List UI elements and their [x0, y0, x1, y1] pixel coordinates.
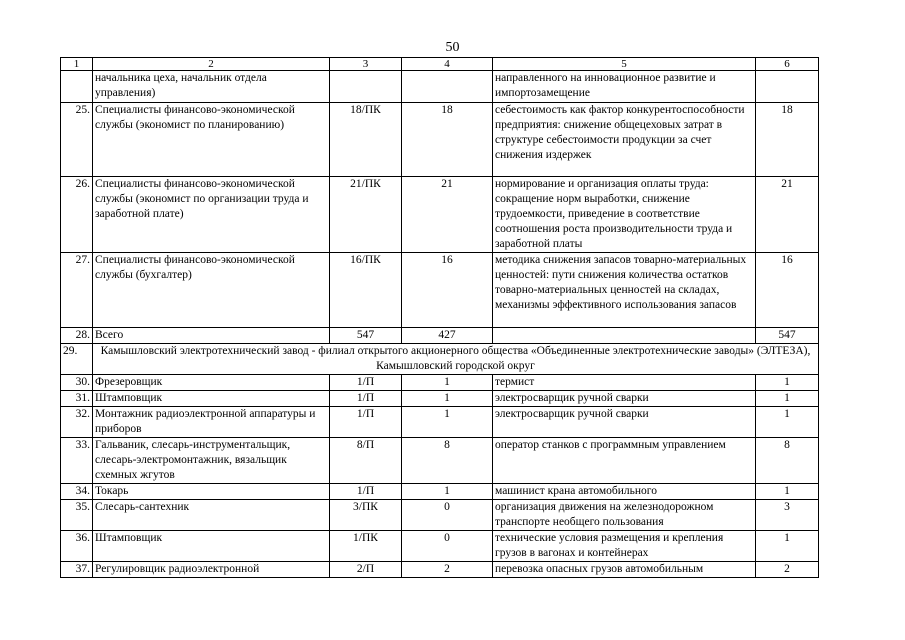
program-cell: оператор станков с программным управлением [493, 438, 756, 484]
count-cell: 1 [402, 391, 493, 407]
qty-cell: 547 [330, 328, 402, 344]
column-header: 5 [493, 58, 756, 71]
total-cell: 1 [756, 484, 819, 500]
qty-cell: 1/П [330, 407, 402, 438]
table-row [61, 500, 819, 531]
profession-cell: Гальваник, слесарь-инструментальщик, слесарь-электромонтажник, вязальщик схемных жгутов [93, 438, 330, 484]
column-header: 6 [756, 58, 819, 71]
profession-cell: Регулировщик радиоэлектронной [93, 562, 330, 578]
column-header: 4 [402, 58, 493, 71]
profession-cell: Штамповщик [93, 391, 330, 407]
total-cell: 2 [756, 562, 819, 578]
training-plan-table [60, 57, 819, 578]
row-number: 35. [61, 500, 93, 531]
row-number: 37. [61, 562, 93, 578]
table-row [61, 103, 819, 177]
qty-cell: 1/П [330, 375, 402, 391]
program-cell: нормирование и организация оплаты труда: сокращение норм выработки, снижение трудоемкости, приведение в соответствие соотношения роста производительности труда и заработной платы [493, 177, 756, 253]
row-number: 25. [61, 103, 93, 177]
table-section-row [61, 344, 819, 375]
profession-cell: Специалисты финансово-экономической службы (бухгалтер) [93, 253, 330, 328]
program-cell: машинист крана автомобильного [493, 484, 756, 500]
total-cell: 3 [756, 500, 819, 531]
count-cell: 2 [402, 562, 493, 578]
program-cell: организация движения на железнодорожном транспорте необщего пользования [493, 500, 756, 531]
row-number: 30. [61, 375, 93, 391]
row-number: 29. [61, 344, 93, 375]
program-cell: методика снижения запасов товарно-материальных ценностей: пути снижения количества остатков товарно-материальных ценностей на складах, механизмы эффективного использования запасов [493, 253, 756, 328]
table-row [61, 177, 819, 253]
total-cell: 1 [756, 531, 819, 562]
total-cell: 1 [756, 391, 819, 407]
profession-cell: Токарь [93, 484, 330, 500]
profession-cell: Монтажник радиоэлектронной аппаратуры и приборов [93, 407, 330, 438]
row-number: 32. [61, 407, 93, 438]
qty-cell: 1/П [330, 391, 402, 407]
qty-cell: 21/ПК [330, 177, 402, 253]
section-heading: Камышловский электротехнический завод - филиал открытого акционерного общества «Объединенные электротехнические заводы» (ЭЛТЕЗА), Камышловский городской округ [93, 344, 819, 375]
row-number: 28. [61, 328, 93, 344]
qty-cell: 2/П [330, 562, 402, 578]
count-cell: 427 [402, 328, 493, 344]
table-row [61, 407, 819, 438]
row-number: 36. [61, 531, 93, 562]
program-cell [493, 328, 756, 344]
count-cell: 1 [402, 407, 493, 438]
column-header-row [61, 58, 819, 71]
profession-cell: Слесарь-сантехник [93, 500, 330, 531]
qty-cell: 1/П [330, 484, 402, 500]
total-cell [756, 71, 819, 103]
row-number: 31. [61, 391, 93, 407]
profession-cell: Штамповщик [93, 531, 330, 562]
qty-cell: 18/ПК [330, 103, 402, 177]
row-number [61, 71, 93, 103]
qty-cell [330, 71, 402, 103]
profession-cell: Специалисты финансово-экономической службы (экономист по планированию) [93, 103, 330, 177]
total-cell: 1 [756, 407, 819, 438]
column-header: 1 [61, 58, 93, 71]
table-row [61, 531, 819, 562]
program-cell: себестоимость как фактор конкурентоспособности предприятия: снижение общецеховых затрат в структуре себестоимости продукции за счет снижения издержек [493, 103, 756, 177]
column-header: 3 [330, 58, 402, 71]
program-cell: электросварщик ручной сварки [493, 407, 756, 438]
count-cell: 8 [402, 438, 493, 484]
column-header: 2 [93, 58, 330, 71]
count-cell: 16 [402, 253, 493, 328]
qty-cell: 1/ПК [330, 531, 402, 562]
profession-cell: Всего [93, 328, 330, 344]
total-cell: 1 [756, 375, 819, 391]
table-row [61, 375, 819, 391]
profession-cell: Специалисты финансово-экономической службы (экономист по организации труда и заработной плате) [93, 177, 330, 253]
count-cell: 18 [402, 103, 493, 177]
qty-cell: 16/ПК [330, 253, 402, 328]
count-cell: 1 [402, 375, 493, 391]
program-cell: направленного на инновационное развитие и импортозамещение [493, 71, 756, 103]
row-number: 33. [61, 438, 93, 484]
page-number: 50 [445, 40, 460, 55]
total-cell: 21 [756, 177, 819, 253]
total-cell: 8 [756, 438, 819, 484]
count-cell: 1 [402, 484, 493, 500]
profession-cell: начальника цеха, начальник отдела управления) [93, 71, 330, 103]
table-row [61, 253, 819, 328]
row-number: 27. [61, 253, 93, 328]
table-row [61, 484, 819, 500]
program-cell: термист [493, 375, 756, 391]
count-cell: 0 [402, 500, 493, 531]
total-cell: 16 [756, 253, 819, 328]
program-cell: перевозка опасных грузов автомобильным [493, 562, 756, 578]
count-cell: 0 [402, 531, 493, 562]
profession-cell: Фрезеровщик [93, 375, 330, 391]
count-cell: 21 [402, 177, 493, 253]
table-row [61, 438, 819, 484]
program-cell: электросварщик ручной сварки [493, 391, 756, 407]
count-cell [402, 71, 493, 103]
qty-cell: 8/П [330, 438, 402, 484]
table-row [61, 328, 819, 344]
row-number: 26. [61, 177, 93, 253]
table-row [61, 71, 819, 103]
table-row [61, 391, 819, 407]
qty-cell: 3/ПК [330, 500, 402, 531]
total-cell: 547 [756, 328, 819, 344]
table-row [61, 562, 819, 578]
total-cell: 18 [756, 103, 819, 177]
row-number: 34. [61, 484, 93, 500]
program-cell: технические условия размещения и крепления грузов в вагонах и контейнерах [493, 531, 756, 562]
